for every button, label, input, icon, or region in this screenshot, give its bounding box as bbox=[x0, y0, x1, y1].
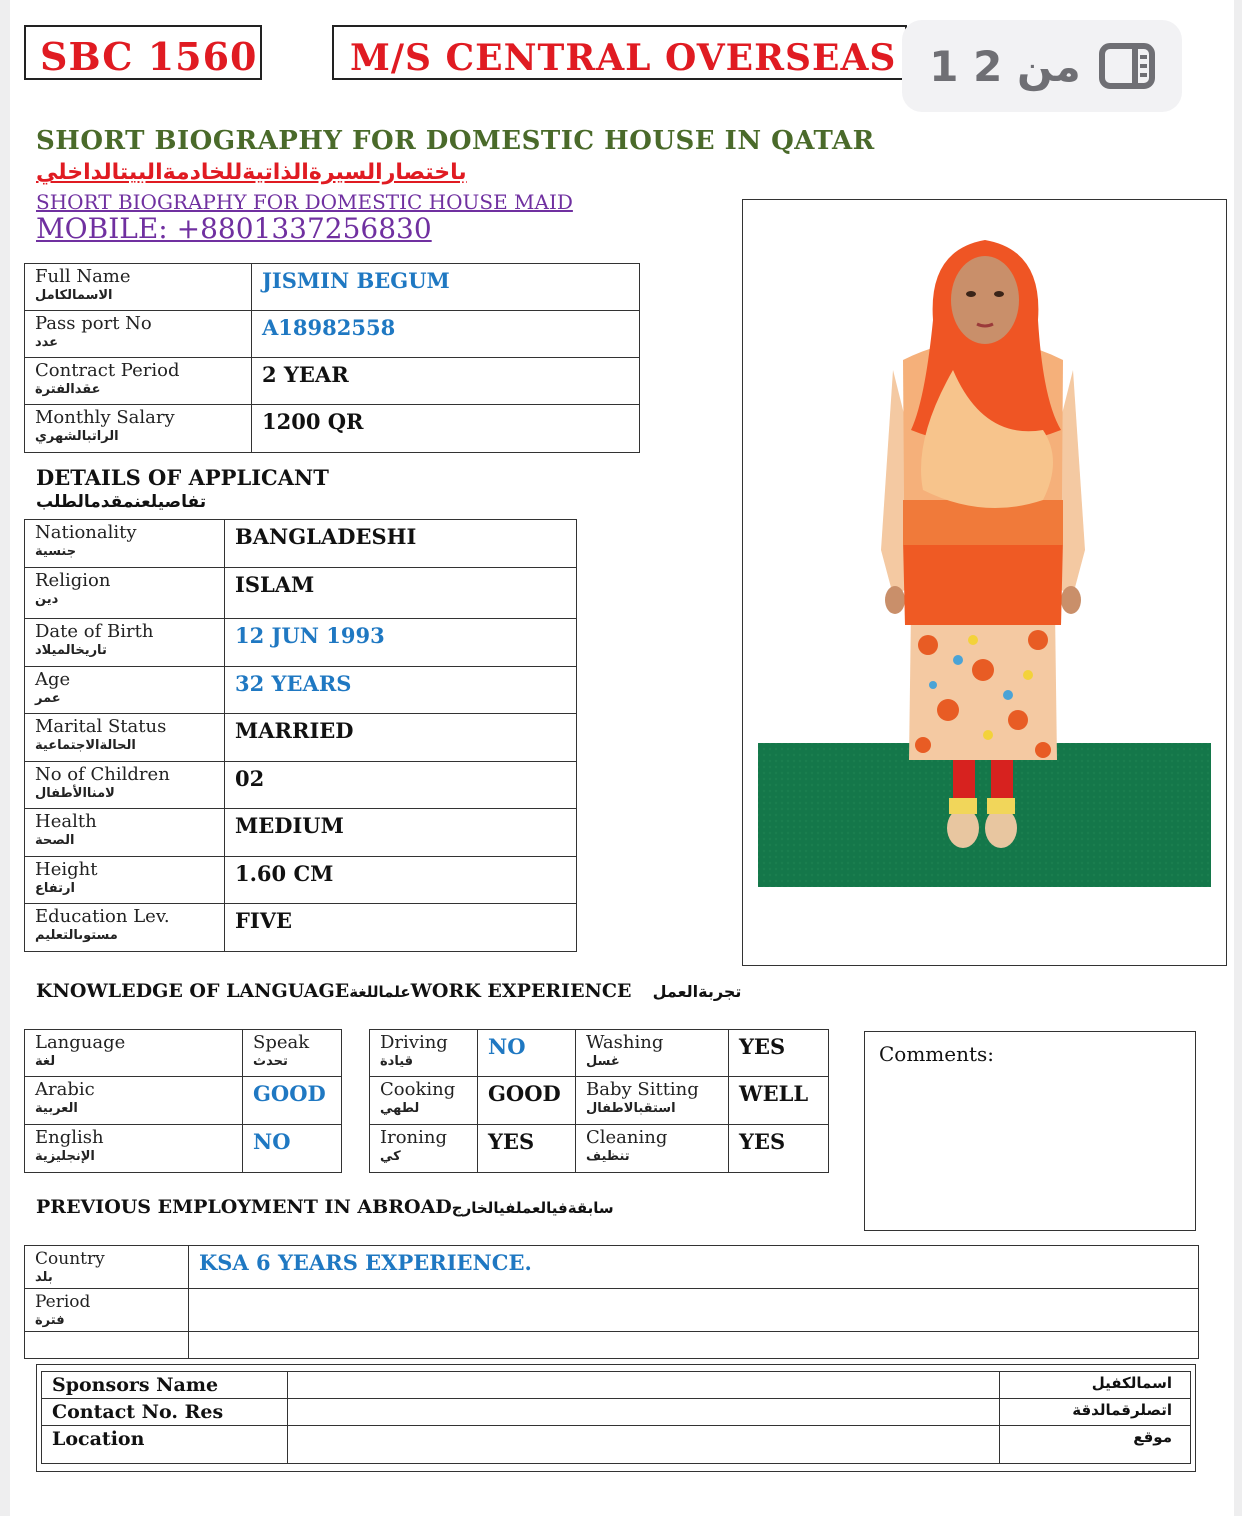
knowledge-title-ar: علماللغة bbox=[349, 983, 411, 1001]
health-label-ar: الصحة bbox=[35, 833, 75, 848]
english-label: English bbox=[35, 1127, 104, 1148]
country-label: Country bbox=[35, 1249, 105, 1269]
contact-label-ar: اتصلرقمالدقة bbox=[1000, 1399, 1191, 1426]
table-row bbox=[25, 1077, 342, 1125]
label-cell bbox=[370, 1125, 478, 1173]
health-label: Health bbox=[35, 811, 97, 832]
location-label-ar: موقع bbox=[1000, 1426, 1191, 1464]
table-row bbox=[42, 1426, 1191, 1464]
previous-title-ar: سابقةفيالعملفيالخارج bbox=[451, 1199, 614, 1217]
label-cell bbox=[576, 1077, 729, 1125]
table-row bbox=[25, 904, 577, 952]
label-cell bbox=[25, 1246, 189, 1289]
empty-cell bbox=[25, 1332, 189, 1359]
nationality-value: BANGLADESHI bbox=[225, 520, 577, 568]
table-row bbox=[25, 1289, 1199, 1332]
height-label-ar: ارتفاع bbox=[35, 881, 75, 896]
label-cell bbox=[25, 311, 252, 358]
table-row bbox=[370, 1077, 829, 1125]
label-cell bbox=[25, 667, 225, 714]
applicant-photo-frame bbox=[742, 199, 1227, 966]
children-label-ar: لامناالأطفال bbox=[35, 786, 115, 801]
cooking-label: Cooking bbox=[380, 1079, 456, 1100]
sponsor-name-value bbox=[288, 1372, 1000, 1399]
label-cell bbox=[25, 1077, 243, 1125]
height-label: Height bbox=[35, 859, 98, 880]
period-label-ar: فترة bbox=[35, 1313, 65, 1328]
knowledge-title: KNOWLEDGE OF LANGUAGE bbox=[36, 980, 350, 1002]
education-value: FIVE bbox=[225, 904, 577, 952]
monthly-salary-label: Monthly Salary bbox=[35, 407, 175, 428]
ironing-label-ar: كي bbox=[380, 1149, 401, 1164]
height-value: 1.60 CM bbox=[225, 857, 577, 904]
ironing-value: YES bbox=[478, 1125, 576, 1173]
arabic-title: باختصارالسيرةالذاتيةللخادمةالبيتالداخلي bbox=[36, 160, 467, 185]
marital-status-label-ar: الحالةالاجتماعية bbox=[35, 738, 136, 753]
table-row bbox=[42, 1372, 1191, 1399]
table-row bbox=[370, 1030, 829, 1077]
baby-sitting-label: Baby Sitting bbox=[586, 1079, 699, 1100]
label-cell bbox=[576, 1030, 729, 1077]
full-name-value: JISMIN BEGUM bbox=[252, 264, 640, 311]
label-cell bbox=[370, 1077, 478, 1125]
sbc-code: SBC 1560 bbox=[40, 34, 258, 79]
monthly-salary-value: 1200 QR bbox=[252, 405, 640, 453]
table-row bbox=[25, 809, 577, 857]
details-title: DETAILS OF APPLICANT bbox=[36, 465, 329, 490]
nationality-label: Nationality bbox=[35, 522, 137, 543]
label-cell bbox=[25, 520, 225, 568]
table-row bbox=[25, 358, 640, 405]
passport-label: Pass port No bbox=[35, 313, 152, 334]
location-value bbox=[288, 1426, 1000, 1464]
label-cell bbox=[25, 857, 225, 904]
education-label: Education Lev. bbox=[35, 906, 170, 927]
driving-value: NO bbox=[478, 1030, 576, 1077]
mobile-number: MOBILE: +8801337256830 bbox=[36, 212, 432, 245]
country-label-ar: بلد bbox=[35, 1270, 53, 1285]
table-row bbox=[25, 1125, 342, 1173]
monthly-salary-label-ar: الراتبالشهري bbox=[35, 429, 119, 444]
country-value: KSA 6 YEARS EXPERIENCE. bbox=[189, 1246, 1199, 1289]
table-row bbox=[25, 1246, 1199, 1289]
contract-period-value: 2 YEAR bbox=[252, 358, 640, 405]
label-cell bbox=[25, 904, 225, 952]
sponsor-name-label-ar: اسمالكفيل bbox=[1000, 1372, 1191, 1399]
arabic-label: Arabic bbox=[35, 1079, 95, 1100]
label-cell bbox=[25, 1030, 243, 1077]
washing-label-ar: غسل bbox=[586, 1054, 620, 1069]
table-row bbox=[42, 1399, 1191, 1426]
sponsor-table bbox=[41, 1371, 1191, 1464]
cleaning-label-ar: تنظيف bbox=[586, 1149, 630, 1164]
period-value bbox=[189, 1289, 1199, 1332]
label-cell bbox=[25, 358, 252, 405]
label-cell bbox=[25, 714, 225, 762]
baby-sitting-value: WELL bbox=[729, 1077, 829, 1125]
english-value: NO bbox=[243, 1125, 342, 1173]
work-title-ar: تجربةالعمل bbox=[652, 982, 742, 1001]
cleaning-label: Cleaning bbox=[586, 1127, 668, 1148]
age-value: 32 YEARS bbox=[225, 667, 577, 714]
page-right-edge bbox=[1234, 0, 1242, 1516]
agency-name: M/S CENTRAL OVERSEAS bbox=[350, 37, 897, 79]
main-title: SHORT BIOGRAPHY FOR DOMESTIC HOUSE IN QATAR bbox=[36, 126, 875, 156]
english-label-ar: الإنجليزية bbox=[35, 1149, 95, 1164]
table-row bbox=[370, 1125, 829, 1173]
cleaning-value: YES bbox=[729, 1125, 829, 1173]
washing-label: Washing bbox=[586, 1032, 664, 1053]
children-label: No of Children bbox=[35, 764, 170, 785]
empty-cell bbox=[189, 1332, 1199, 1359]
language-header-label: Language bbox=[35, 1032, 126, 1053]
table-row bbox=[25, 619, 577, 667]
page-left-edge bbox=[0, 0, 10, 1516]
label-cell bbox=[25, 1125, 243, 1173]
language-header-label-ar: لغة bbox=[35, 1054, 56, 1069]
table-row bbox=[25, 568, 577, 619]
passport-value: A18982558 bbox=[252, 311, 640, 358]
contact-label: Contact No. Res bbox=[42, 1399, 288, 1426]
table-row bbox=[25, 405, 640, 453]
knowledge-work-heading bbox=[36, 980, 741, 1002]
comments-box bbox=[864, 1031, 1196, 1231]
cooking-value: GOOD bbox=[478, 1077, 576, 1125]
passport-label-ar: عدد bbox=[35, 335, 59, 350]
baby-sitting-label-ar: استقبالاطفال bbox=[586, 1101, 676, 1116]
arabic-label-ar: العربية bbox=[35, 1101, 78, 1116]
marital-status-label: Marital Status bbox=[35, 716, 167, 737]
marital-status-value: MARRIED bbox=[225, 714, 577, 762]
sbc-code-box bbox=[24, 25, 262, 80]
full-name-label-ar: الاسمالكامل bbox=[35, 288, 113, 303]
label-cell bbox=[243, 1030, 342, 1077]
age-label: Age bbox=[35, 669, 71, 690]
health-value: MEDIUM bbox=[225, 809, 577, 857]
previous-employment-heading bbox=[36, 1196, 614, 1218]
details-title-ar: تفاصيلعنمقدمالطلب bbox=[36, 492, 207, 512]
comments-label: Comments: bbox=[879, 1042, 995, 1066]
contract-period-label-ar: عقدالفترة bbox=[35, 382, 101, 397]
ironing-label: Ironing bbox=[380, 1127, 448, 1148]
previous-employment-table bbox=[24, 1245, 1199, 1359]
page-indicator[interactable] bbox=[902, 20, 1182, 112]
label-cell bbox=[370, 1030, 478, 1077]
sidebar-panel-icon bbox=[1099, 43, 1155, 89]
label-cell bbox=[25, 405, 252, 453]
cooking-label-ar: لطهي bbox=[380, 1101, 420, 1116]
table-row bbox=[25, 857, 577, 904]
washing-value: YES bbox=[729, 1030, 829, 1077]
label-cell bbox=[25, 1289, 189, 1332]
label-cell bbox=[576, 1125, 729, 1173]
children-value: 02 bbox=[225, 762, 577, 809]
language-table bbox=[24, 1029, 342, 1173]
speak-header-label-ar: تحدث bbox=[253, 1054, 288, 1069]
religion-label: Religion bbox=[35, 570, 111, 591]
table-row bbox=[25, 311, 640, 358]
previous-title: PREVIOUS EMPLOYMENT IN ABROAD bbox=[36, 1196, 452, 1218]
sponsor-box bbox=[36, 1364, 1196, 1472]
basic-info-table bbox=[24, 263, 640, 453]
sponsor-name-label: Sponsors Name bbox=[42, 1372, 288, 1399]
driving-label-ar: قيادة bbox=[380, 1054, 414, 1069]
label-cell bbox=[25, 762, 225, 809]
arabic-value: GOOD bbox=[243, 1077, 342, 1125]
label-cell bbox=[25, 264, 252, 311]
speak-header-label: Speak bbox=[253, 1032, 310, 1053]
table-row bbox=[25, 762, 577, 809]
dob-value: 12 JUN 1993 bbox=[225, 619, 577, 667]
dob-label-ar: تاريخالميلاد bbox=[35, 643, 107, 658]
agency-name-box bbox=[332, 25, 907, 80]
label-cell bbox=[25, 568, 225, 619]
page-indicator-text: 1 من 2 bbox=[929, 41, 1081, 91]
full-name-label: Full Name bbox=[35, 266, 131, 287]
label-cell bbox=[25, 809, 225, 857]
details-table bbox=[24, 519, 577, 952]
religion-label-ar: دين bbox=[35, 592, 59, 607]
table-row bbox=[25, 1030, 342, 1077]
table-row bbox=[25, 520, 577, 568]
sub-title: SHORT BIOGRAPHY FOR DOMESTIC HOUSE MAID bbox=[36, 190, 573, 214]
age-label-ar: عمر bbox=[35, 691, 61, 706]
table-row bbox=[25, 1332, 1199, 1359]
applicant-photo bbox=[743, 200, 1228, 967]
work-title: WORK EXPERIENCE bbox=[410, 980, 632, 1002]
table-row bbox=[25, 714, 577, 762]
contact-value bbox=[288, 1399, 1000, 1426]
nationality-label-ar: جنسية bbox=[35, 544, 77, 559]
work-experience-table bbox=[369, 1029, 829, 1173]
label-cell bbox=[25, 619, 225, 667]
table-row bbox=[25, 264, 640, 311]
religion-value: ISLAM bbox=[225, 568, 577, 619]
location-label: Location bbox=[42, 1426, 288, 1464]
contract-period-label: Contract Period bbox=[35, 360, 180, 381]
driving-label: Driving bbox=[380, 1032, 448, 1053]
table-row bbox=[25, 667, 577, 714]
education-label-ar: مستوىالتعليم bbox=[35, 928, 118, 943]
dob-label: Date of Birth bbox=[35, 621, 154, 642]
period-label: Period bbox=[35, 1292, 91, 1312]
